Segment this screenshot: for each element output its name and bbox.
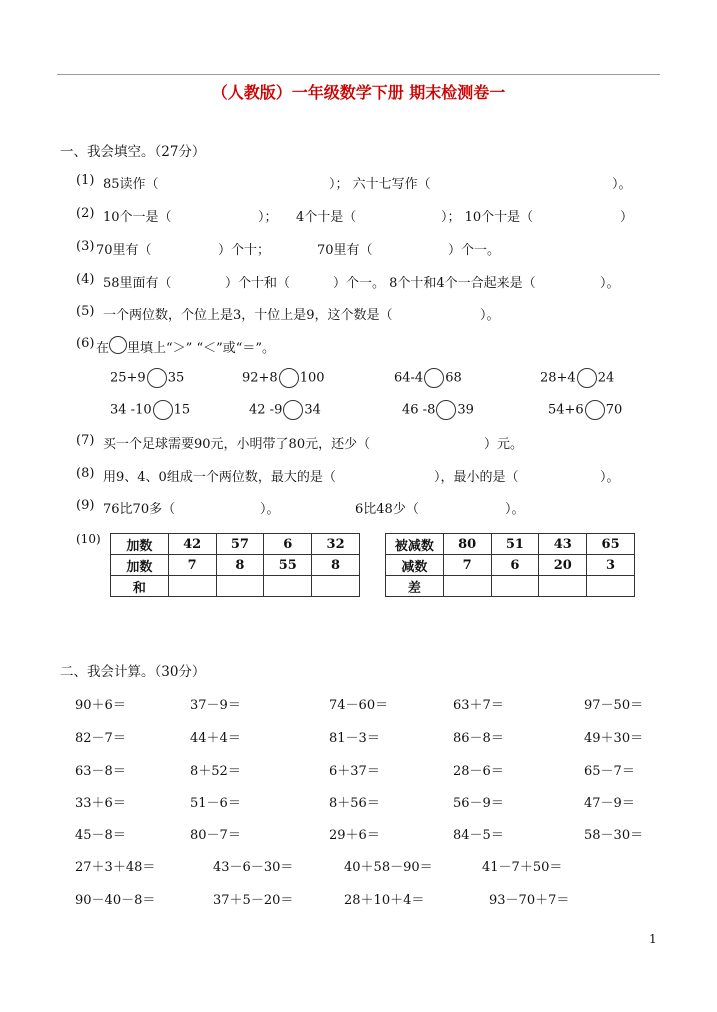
answer-cell[interactable] — [312, 576, 360, 597]
table-cell: 8 — [312, 555, 360, 576]
calc-item: 43－6－30＝ — [213, 860, 294, 875]
table-cell: 80 — [443, 534, 491, 555]
calc-item: 65－7＝ — [584, 764, 635, 779]
calc-item: 28＋10＋4＝ — [344, 893, 425, 908]
compare-right: 100 — [299, 370, 325, 386]
header-rule — [57, 74, 660, 75]
calc-item: 90＋6＝ — [75, 698, 126, 713]
q9-part-b: ）。 — [260, 502, 280, 517]
circle-icon — [109, 336, 127, 354]
q6-number: (6) — [76, 336, 95, 351]
row-label: 加数 — [111, 555, 169, 576]
answer-circle[interactable] — [577, 368, 597, 388]
section2-heading: 二、我会计算。（30分） — [60, 664, 206, 680]
q5-part-b: ）。 — [480, 308, 500, 323]
calc-item: 8＋56＝ — [329, 796, 380, 811]
calc-item: 51－6＝ — [190, 796, 241, 811]
q3-number: (3) — [76, 239, 95, 254]
compare-item — [540, 368, 614, 388]
compare-right: 24 — [597, 370, 615, 386]
q2-part-e: ） — [620, 210, 634, 225]
q1-part-a: 85读作（ — [103, 177, 159, 192]
table-cell: 57 — [216, 534, 264, 555]
answer-circle[interactable] — [585, 400, 605, 420]
compare-item — [394, 368, 462, 388]
table-cell: 20 — [539, 555, 587, 576]
calc-item: 45－8＝ — [75, 828, 126, 843]
answer-cell[interactable] — [216, 576, 264, 597]
table-cell: 3 — [587, 555, 635, 576]
q8-part-c: ）。 — [600, 470, 620, 485]
q4-part-a: 58里面有（ — [103, 276, 172, 291]
calc-item: 6＋37＝ — [329, 764, 380, 779]
q1-number: (1) — [76, 173, 95, 188]
row-label: 减数 — [386, 555, 444, 576]
table-row — [386, 534, 635, 555]
compare-left: 25+9 — [110, 370, 146, 386]
q3-part-a: 70里有（ — [96, 243, 152, 258]
calc-item: 40＋58－90＝ — [344, 860, 433, 875]
calc-item: 97－50＝ — [584, 698, 644, 713]
q2-part-d: ）； 10个十是（ — [441, 210, 534, 225]
q10-number: (10) — [76, 532, 101, 546]
answer-cell[interactable] — [264, 576, 312, 597]
q9-part-a: 76比70多（ — [103, 502, 176, 517]
calc-item: 44＋4＝ — [190, 731, 241, 746]
q9-part-c: 6比48少（ — [355, 502, 419, 517]
calc-item: 56－9＝ — [453, 796, 504, 811]
q8-part-b: ），最小的是（ — [434, 470, 519, 485]
answer-circle[interactable] — [279, 368, 299, 388]
calc-item: 74－60＝ — [329, 698, 389, 713]
compare-left: 92+8 — [242, 370, 278, 386]
row-label: 加数 — [111, 534, 169, 555]
table-row — [111, 576, 360, 597]
q4-part-b: ）个十和（ — [225, 276, 291, 291]
q8-part-a: 用9、4、0组成一个两位数，最大的是（ — [103, 470, 336, 485]
page-number: 1 — [649, 932, 657, 946]
calc-item: 90－40－8＝ — [75, 893, 156, 908]
calc-item: 47－9＝ — [584, 796, 635, 811]
q3-part-d: ）个一。 — [448, 243, 501, 258]
compare-left: 42 -9 — [249, 402, 283, 418]
q2-part-a: 10个一是（ — [103, 210, 172, 225]
calc-item: 82－7＝ — [75, 731, 126, 746]
table-cell: 7 — [443, 555, 491, 576]
q1-part-b: ）； 六十七写作（ — [329, 177, 431, 192]
q6-part-b: 里填上“＞” “＜”或“＝”。 — [127, 341, 276, 356]
q4-part-c: ）个一。 8个十和4个一合起来是（ — [333, 276, 536, 291]
compare-right: 70 — [605, 402, 623, 418]
q2-part-c: 4个十是（ — [296, 210, 357, 225]
table-cell: 51 — [491, 534, 539, 555]
q7-part-b: ）元。 — [484, 437, 524, 452]
compare-item — [110, 368, 184, 388]
compare-left: 54+6 — [548, 402, 584, 418]
calc-item: 80－7＝ — [190, 828, 241, 843]
q2-number: (2) — [76, 206, 95, 221]
q7-number: (7) — [76, 433, 95, 448]
answer-circle[interactable] — [153, 400, 173, 420]
compare-item — [242, 368, 325, 388]
table-cell: 7 — [168, 555, 216, 576]
compare-item — [402, 400, 474, 420]
table-cell: 6 — [264, 534, 312, 555]
table-cell: 42 — [168, 534, 216, 555]
row-label: 和 — [111, 576, 169, 597]
table-cell: 55 — [264, 555, 312, 576]
table-row — [111, 534, 360, 555]
table-row — [386, 555, 635, 576]
compare-right: 68 — [445, 370, 462, 386]
calc-item: 37＋5－20＝ — [213, 893, 294, 908]
calc-item: 41－7＋50＝ — [482, 860, 563, 875]
answer-circle[interactable] — [436, 400, 456, 420]
answer-circle[interactable] — [424, 368, 444, 388]
section1-heading: 一、我会填空。（27分） — [60, 144, 206, 160]
calc-item: 8＋52＝ — [190, 764, 241, 779]
calc-item: 49＋30＝ — [584, 731, 644, 746]
table-row — [386, 576, 635, 597]
calc-item: 86－8＝ — [453, 731, 504, 746]
calc-item: 93－70＋7＝ — [489, 893, 570, 908]
compare-left: 28+4 — [540, 370, 576, 386]
answer-cell[interactable] — [443, 576, 491, 597]
q6-instruction — [96, 336, 275, 356]
addition-table — [110, 533, 360, 597]
table-cell: 8 — [216, 555, 264, 576]
compare-right: 34 — [304, 402, 321, 418]
table-cell: 43 — [539, 534, 587, 555]
compare-right: 39 — [457, 402, 474, 418]
answer-circle[interactable] — [147, 368, 167, 388]
calc-item: 58－30＝ — [584, 828, 644, 843]
row-label: 差 — [386, 576, 444, 597]
table-cell: 6 — [491, 555, 539, 576]
answer-cell[interactable] — [539, 576, 587, 597]
answer-cell[interactable] — [491, 576, 539, 597]
q5-part-a: 一个两位数，个位上是3，十位上是9，这个数是（ — [103, 308, 393, 323]
q9-part-d: ）。 — [505, 502, 525, 517]
q3-part-b: ）个十； — [218, 243, 271, 258]
calc-item: 33＋6＝ — [75, 796, 126, 811]
q7-part-a: 买一个足球需要90元，小明带了80元，还少（ — [103, 437, 371, 452]
q6-part-a: 在 — [96, 341, 110, 356]
compare-right: 35 — [167, 370, 185, 386]
compare-left: 64-4 — [394, 370, 424, 386]
calc-item: 84－5＝ — [453, 828, 504, 843]
answer-circle[interactable] — [283, 400, 303, 420]
compare-right: 15 — [173, 402, 191, 418]
answer-cell[interactable] — [587, 576, 635, 597]
row-label: 被减数 — [386, 534, 444, 555]
answer-cell[interactable] — [168, 576, 216, 597]
compare-left: 46 -8 — [402, 402, 436, 418]
q1-part-c: ）。 — [612, 177, 632, 192]
table-row — [111, 555, 360, 576]
q4-part-d: ）。 — [600, 276, 620, 291]
calc-item: 63－8＝ — [75, 764, 126, 779]
q3-part-c: 70里有（ — [317, 243, 373, 258]
table-cell: 32 — [312, 534, 360, 555]
q8-number: (8) — [76, 466, 95, 481]
calc-item: 27＋3＋48＝ — [75, 860, 156, 875]
q5-number: (5) — [76, 304, 95, 319]
calc-item: 37－9＝ — [190, 698, 241, 713]
table-cell: 65 — [587, 534, 635, 555]
calc-item: 81－3＝ — [329, 731, 380, 746]
calc-item: 28－6＝ — [453, 764, 504, 779]
calc-item: 63＋7＝ — [453, 698, 504, 713]
calc-item: 29＋6＝ — [329, 828, 380, 843]
compare-item — [110, 400, 190, 420]
compare-item — [249, 400, 321, 420]
q9-number: (9) — [76, 498, 95, 513]
q4-number: (4) — [76, 272, 95, 287]
compare-item — [548, 400, 622, 420]
subtraction-table — [385, 533, 635, 597]
q2-part-b: ）； — [258, 210, 278, 225]
page-title: （人教版）一年级数学下册 期末检测卷一 — [211, 83, 506, 102]
compare-left: 34 -10 — [110, 402, 152, 418]
